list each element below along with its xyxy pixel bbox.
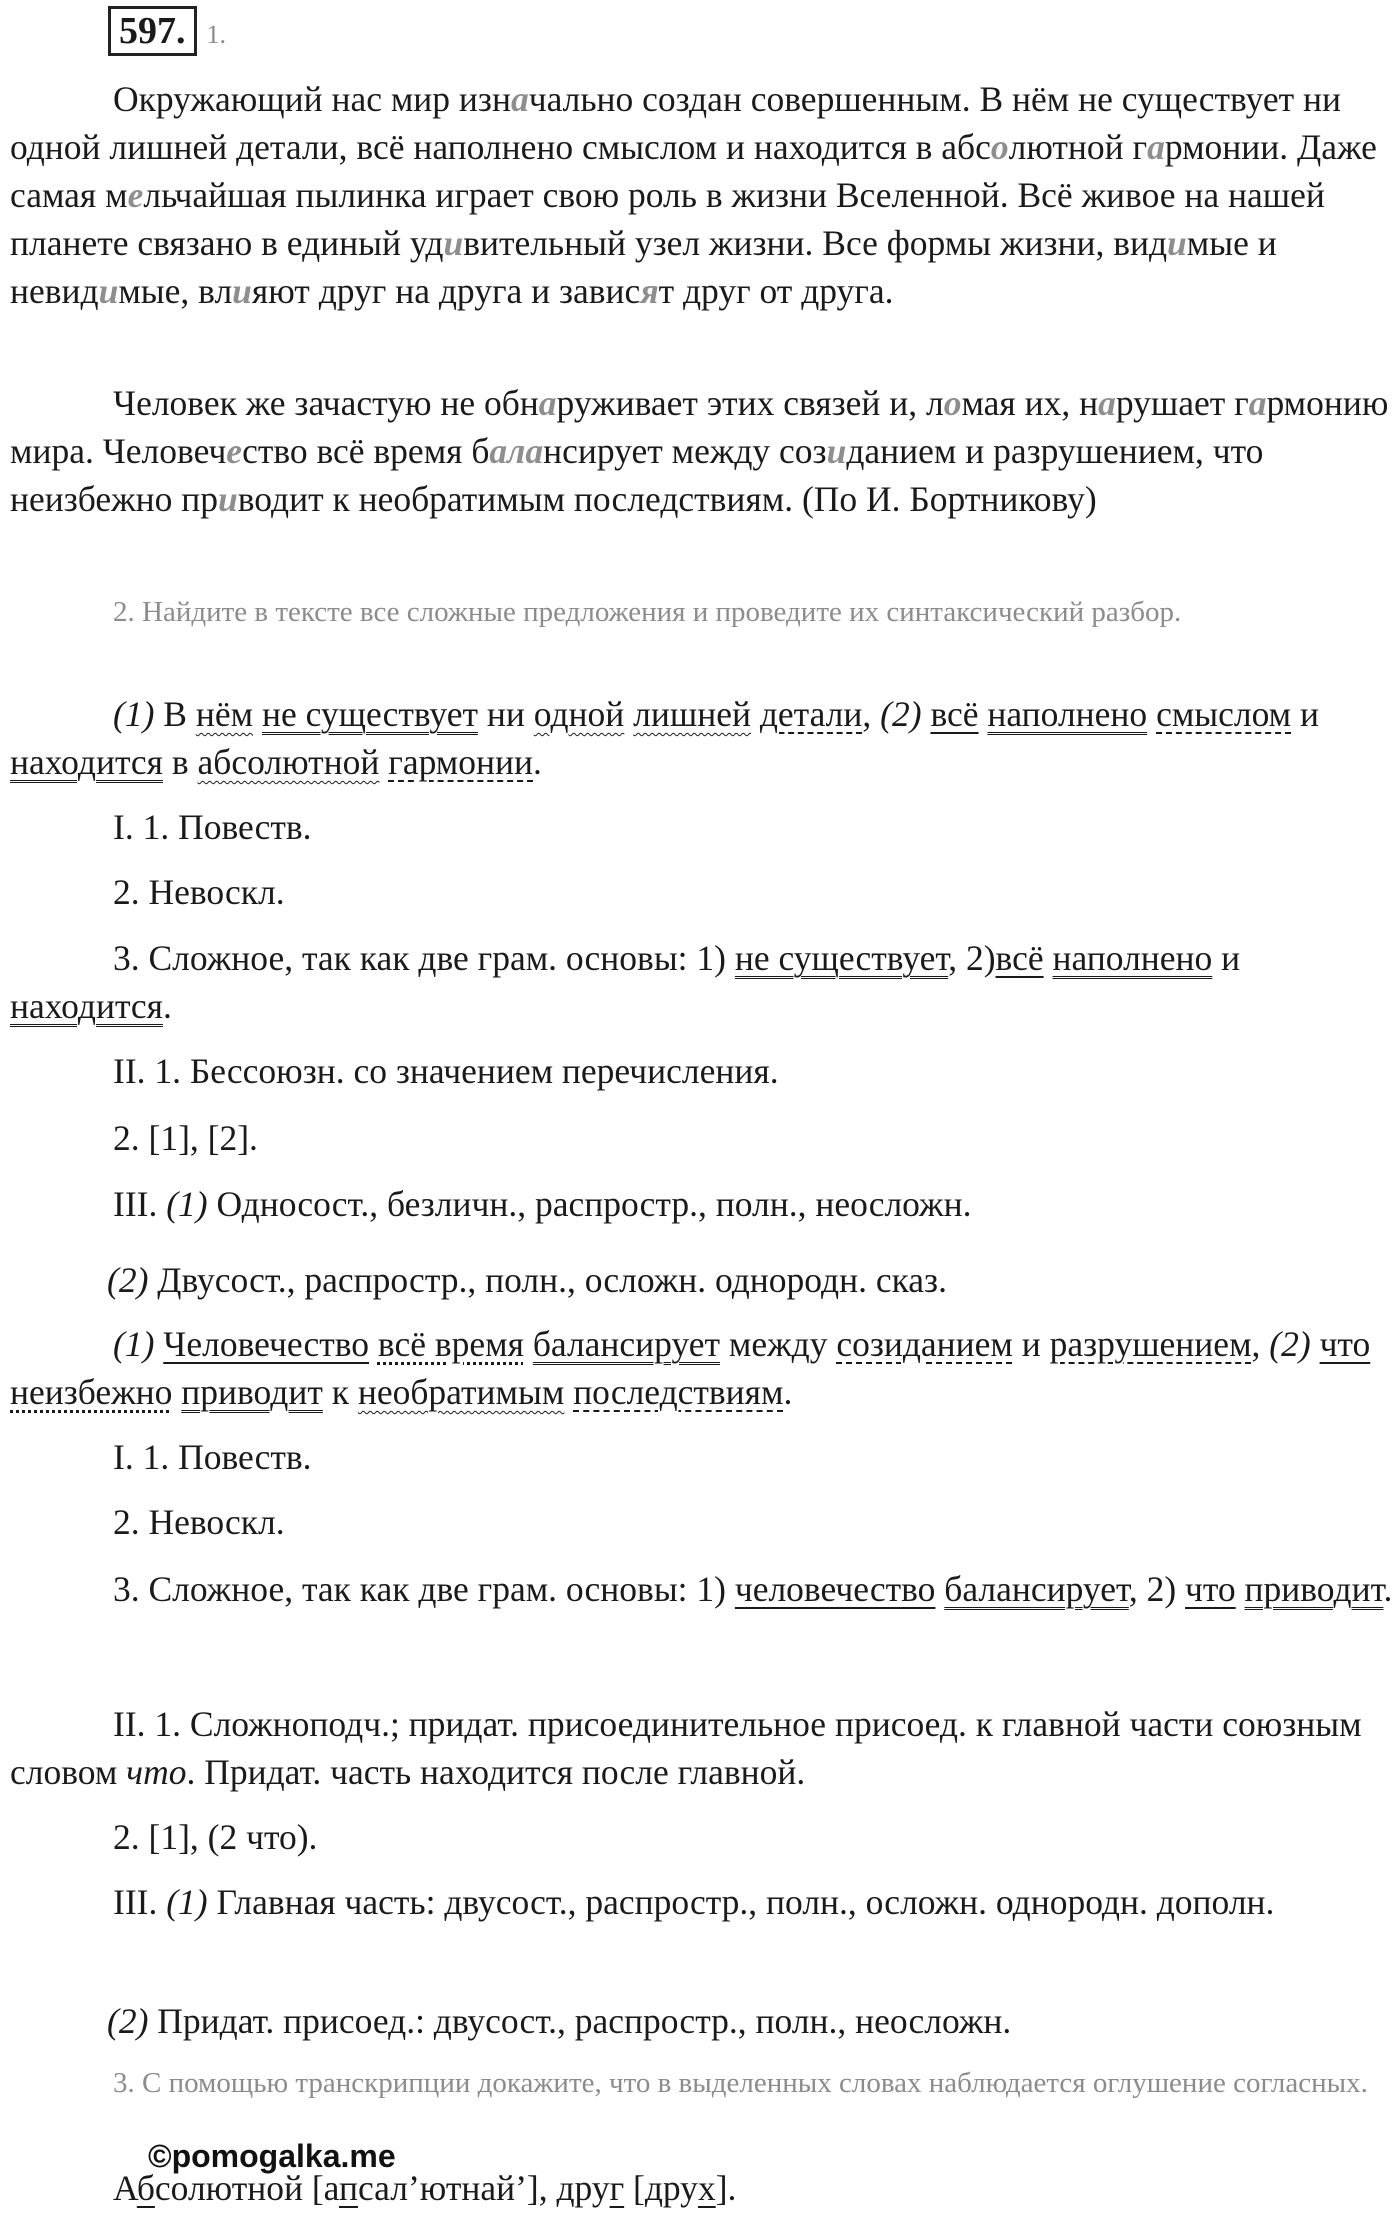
highlighted-letter: и [1167, 223, 1187, 263]
word: гармонии [388, 742, 534, 782]
text: ство всё время б [242, 431, 490, 471]
text: А [113, 2168, 137, 2208]
text: Человек же зачастую не обн [113, 383, 539, 423]
highlighted-letter: о [943, 383, 962, 423]
highlighted-letter: а [1098, 383, 1116, 423]
exercise-header [108, 6, 226, 56]
analysis-line [10, 1997, 1395, 2045]
part-marker: (2) [880, 694, 922, 734]
word: всё время [377, 1324, 524, 1364]
analysis-line [10, 1878, 1395, 1926]
predicate: приводит [1244, 1569, 1384, 1609]
analysis-line [10, 1565, 1395, 1613]
text: . [533, 742, 542, 782]
highlighted-letter: а [1248, 383, 1267, 423]
paragraph-2 [10, 379, 1395, 523]
text: водит к необратимым последствиям. (По И. Бортникову) [237, 479, 1097, 519]
text: рушает г [1115, 383, 1249, 423]
highlighted-consonant: п [338, 2168, 358, 2208]
text: сал’ютнай’], дру [357, 2168, 610, 2208]
predicate: наполнено [1052, 938, 1213, 978]
transcription-line [10, 2164, 1395, 2212]
text: , 2) [948, 938, 996, 978]
predicate: не существует [734, 938, 949, 978]
word: необратимым [357, 1372, 565, 1412]
text: рмонии. Даже самая м [10, 127, 1377, 215]
sentence-2-analysis: (1) Человечество всё время балансирует между созиданием и разрушением, (2) что неизбежно приводит к необратимым последствиям. [10, 1324, 1371, 1412]
analysis-line: II. 1. Бессоюзн. со значением перечисления. [113, 1051, 779, 1091]
analysis-line: I. 1. Повеств. [113, 1437, 312, 1477]
word: абсолютной [197, 742, 380, 782]
text: . Придат. часть находится после главной. [186, 1752, 806, 1792]
word: В [163, 694, 187, 734]
subject: всё [930, 694, 979, 734]
text: III. [113, 1184, 167, 1224]
word: и [1300, 694, 1320, 734]
highlighted-consonant: г [609, 2168, 625, 2208]
text: Односост., безличн., распростр., полн., неосложн. [207, 1184, 972, 1224]
word: созиданием [836, 1324, 1013, 1364]
part-marker: (2) [107, 1260, 149, 1300]
word: ни [486, 694, 525, 734]
text: данием и разрушением, что неизбежно пр [10, 431, 1264, 519]
highlighted-letter: и [232, 271, 252, 311]
text: солютной [а [154, 2168, 339, 2208]
text: . [783, 1372, 793, 1412]
highlighted-letter: и [218, 479, 238, 519]
highlighted-letter: е [127, 175, 144, 215]
part-marker: (2) [107, 2001, 149, 2041]
predicate: находится [10, 986, 163, 1026]
word: неизбежно [10, 1372, 173, 1412]
highlighted-letter: и [826, 431, 847, 471]
analysis-line: 2. Невоскл. [113, 1502, 285, 1542]
word: разрушением [1049, 1324, 1252, 1364]
part-marker: (1) [113, 694, 155, 734]
text: мые, вл [118, 271, 233, 311]
word: детали [759, 694, 863, 734]
text: т друг от друга. [658, 271, 894, 311]
predicate: не существует [261, 694, 478, 734]
highlighted-consonant: х [697, 2168, 716, 2208]
sentence-1-analysis: (1) В нём не существует ни одной лишней детали, (2) всё наполнено смыслом и находится в абсолютной гармонии. [10, 694, 1320, 782]
analysis-line: 2. [1], (2 что). [113, 1817, 318, 1857]
analysis-line: 2. Невоскл. [113, 872, 285, 912]
text: Придат. присоед.: двусост., распростр., полн., неосложн. [148, 2001, 1012, 2041]
predicate: приводит [181, 1372, 323, 1412]
highlighted-letter: и [98, 271, 119, 311]
task-number: 1. [206, 20, 226, 49]
part-marker: (1) [166, 1184, 208, 1224]
text: . [1383, 1569, 1393, 1609]
watermark: ©pomogalka.me [148, 2138, 396, 2174]
text: рмонию мира. Человеч [10, 383, 1389, 471]
analysis-line [10, 934, 1395, 1030]
text: III. [113, 1882, 167, 1922]
part-marker: (1) [166, 1882, 208, 1922]
analysis-line: 2. [1], [2]. [113, 1118, 258, 1158]
part-marker: (1) [113, 1324, 155, 1364]
predicate: находится [10, 742, 163, 782]
highlighted-letter: ала [489, 431, 544, 471]
word: к [331, 1372, 349, 1412]
text: мая их, н [961, 383, 1099, 423]
highlighted-letter: я [640, 271, 659, 311]
word: последствиям [573, 1372, 784, 1412]
text: льчайшая пылинка играет свою роль в жизни Вселенной. Всё живое на нашей планете связано в единый уд [10, 175, 1325, 263]
text: мые и невид [10, 223, 1277, 311]
subject: что [1319, 1324, 1371, 1364]
analysis-line [10, 1256, 1395, 1304]
analysis-line [10, 1180, 1395, 1228]
text: чально создан совершенным. В нём не существует ни одной лишней детали, всё наполнено смыслом и находится в абс [10, 79, 1342, 167]
word: нём [195, 694, 254, 734]
text: 3. Сложное, так как две грам. основы: 1) [113, 1569, 735, 1609]
highlighted-consonant: б [136, 2168, 155, 2208]
task-2-instruction: 2. Найдите в тексте все сложные предложения и проведите их синтаксический разбор. [113, 596, 1182, 628]
text: Окружающий нас мир изн [113, 79, 511, 119]
subject: что [1185, 1569, 1236, 1609]
highlighted-letter: о [990, 127, 1009, 167]
text: что [126, 1752, 187, 1792]
word: между [728, 1324, 828, 1364]
predicate: балансирует [944, 1569, 1129, 1609]
word: одной [533, 694, 625, 734]
text: яют друг на друга и завис [251, 271, 641, 311]
subject: человечество [734, 1569, 936, 1609]
highlighted-letter: и [443, 223, 464, 263]
highlighted-letter: е [226, 431, 243, 471]
text: , 2) [1128, 1569, 1186, 1609]
predicate: наполнено [987, 694, 1148, 734]
text: . [162, 986, 172, 1026]
predicate: балансирует [532, 1324, 721, 1364]
text: нсирует между соз [543, 431, 827, 471]
subject: всё [995, 938, 1044, 978]
text: ]. [715, 2168, 737, 2208]
word: лишней [633, 694, 751, 734]
text: руживает этих связей и, л [556, 383, 944, 423]
text: II. 1. Сложноподч.; придат. присоединительное присоед. к главной части союзным словом [10, 1704, 1362, 1792]
subject: Человечество [163, 1324, 370, 1364]
highlighted-letter: а [538, 383, 557, 423]
text: 3. Сложное, так как две грам. основы: 1) [113, 938, 735, 978]
text: [дру [624, 2168, 698, 2208]
text: и [1212, 938, 1241, 978]
task-3-instruction: 3. С помощью транскрипции докажите, что в выделенных словах наблюдается оглушение согласных. [113, 2067, 1368, 2099]
word: и [1021, 1324, 1041, 1364]
highlighted-letter: а [1147, 127, 1165, 167]
text: Двусост., распростр., полн., осложн. однородн. сказ. [148, 1260, 947, 1300]
highlighted-letter: а [510, 79, 529, 119]
text: вительный узел жизни. Все формы жизни, вид [463, 223, 1168, 263]
analysis-line [10, 1700, 1395, 1796]
text: Главная часть: двусост., распростр., полн., осложн. однородн. дополн. [207, 1882, 1275, 1922]
word: в [171, 742, 189, 782]
exercise-number: 597. [108, 6, 197, 56]
paragraph-1 [10, 75, 1395, 315]
word: смыслом [1156, 694, 1292, 734]
part-marker: (2) [1269, 1324, 1311, 1364]
text: лютной г [1008, 127, 1148, 167]
analysis-line: I. 1. Повеств. [113, 807, 312, 847]
